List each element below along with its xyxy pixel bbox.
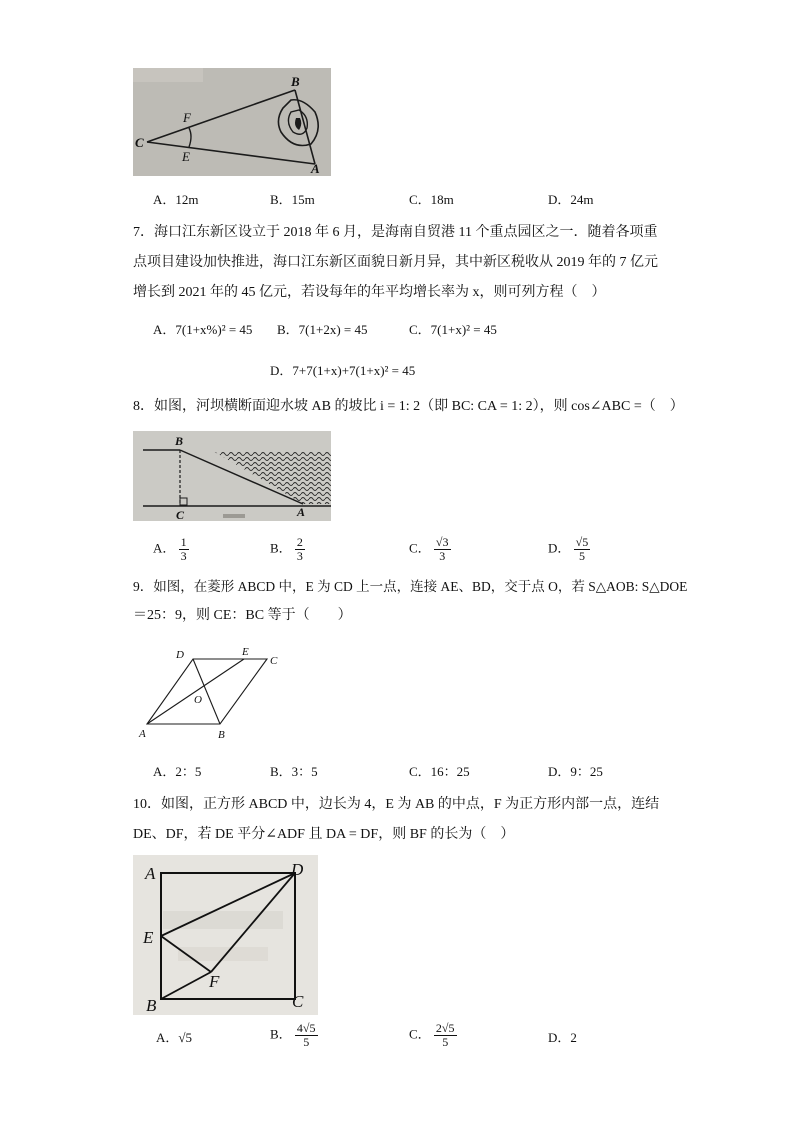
q6-label-e: E bbox=[182, 149, 190, 164]
q9-figure bbox=[136, 645, 286, 745]
q10-option-c-num: 2√5 bbox=[435, 1021, 455, 1035]
q10-option-d-label: D． bbox=[548, 1030, 571, 1045]
q8-figure-photo bbox=[133, 431, 331, 521]
q7-option-b[interactable]: B．7(1+2x) = 45 bbox=[277, 322, 368, 337]
q10-option-d[interactable] bbox=[548, 1028, 577, 1048]
q9-stem-line2: ＝25：9，则 CE：BC 等于（ ） bbox=[133, 608, 352, 623]
q8-option-b-den: 3 bbox=[296, 549, 303, 563]
q10-label-e: E bbox=[143, 928, 154, 947]
q10-option-c-label: C． bbox=[409, 1026, 431, 1042]
q9-stem-line1: 9．如图，在菱形 ABCD 中，E 为 CD 上一点，连接 AE、BD，交于点 O，若 S△AOB: S△DOE bbox=[133, 579, 688, 594]
q6-label-a: A bbox=[311, 161, 320, 176]
q10-option-b-label: B． bbox=[270, 1026, 292, 1042]
q8-stem-line1: 8．如图，河坝横断面迎水坡 AB 的坡比 i = 1: 2（即 BC: CA = 1: 2），则 cos∠ABC =（ ） bbox=[133, 399, 684, 414]
q8-option-a-num: 1 bbox=[180, 535, 187, 549]
q10-option-b-num: 4√5 bbox=[296, 1021, 316, 1035]
q8-option-c-den: 3 bbox=[439, 549, 446, 563]
q9-line-ae bbox=[147, 659, 244, 724]
q9-label-c: C bbox=[270, 655, 278, 667]
q7-option-c[interactable]: C．7(1+x)² = 45 bbox=[409, 322, 497, 337]
q9-diagonal-bd bbox=[193, 659, 220, 724]
q10-stem-line1: 10．如图，正方形 ABCD 中，边长为 4，E 为 AB 的中点，F 为正方形内部一点，连结 bbox=[133, 797, 660, 812]
q10-option-b-den: 5 bbox=[303, 1035, 310, 1049]
q10-stem-line2: DE、DF，若 DE 平分∠ADF 且 DA = DF，则 BF 的长为（ ） bbox=[133, 827, 515, 842]
q10-option-a-label: A． bbox=[156, 1030, 179, 1045]
q8-option-a-label: A． bbox=[153, 540, 176, 556]
q8-option-b-num: 2 bbox=[296, 535, 303, 549]
q9-option-a[interactable]: A．2：5 bbox=[153, 764, 202, 779]
q8-option-d-num: √5 bbox=[575, 535, 589, 549]
q9-option-b[interactable]: B．3：5 bbox=[270, 764, 318, 779]
q10-figure bbox=[133, 855, 318, 1015]
q9-option-d[interactable]: D．9：25 bbox=[548, 764, 603, 779]
q8-option-c-label: C． bbox=[409, 540, 431, 556]
q8-option-d-label: D． bbox=[548, 540, 571, 556]
q6-figure-photo bbox=[133, 68, 331, 176]
q7-option-a[interactable]: A．7(1+x%)² = 45 bbox=[153, 322, 253, 337]
q6-option-a[interactable]: A．12m bbox=[153, 192, 199, 207]
q10-label-d: D bbox=[291, 860, 304, 879]
q10-label-b: B bbox=[146, 996, 157, 1015]
q9-label-e: E bbox=[242, 646, 249, 658]
q10-option-c-fraction bbox=[434, 1022, 457, 1049]
q8-option-a[interactable] bbox=[153, 536, 189, 563]
q9-figure-container bbox=[136, 645, 286, 745]
q7-option-d[interactable]: D．7+7(1+x)+7(1+x)² = 45 bbox=[270, 363, 416, 378]
q9-label-b: B bbox=[218, 729, 225, 741]
q9-label-o: O bbox=[194, 694, 202, 706]
q8-option-a-den: 3 bbox=[180, 549, 187, 563]
q6-option-c[interactable]: C．18m bbox=[409, 192, 454, 207]
q8-label-c: C bbox=[176, 508, 185, 521]
q10-figure-photo bbox=[133, 855, 318, 1015]
q10-option-a[interactable] bbox=[156, 1028, 192, 1048]
q8-figure bbox=[133, 431, 331, 521]
q7-stem-line2: 点项目建设加快推进，海口江东新区面貌日新月异，其中新区税收从 2019 年的 7 亿元 bbox=[133, 255, 658, 270]
q6-label-f: F bbox=[183, 110, 191, 125]
q6-label-b: B bbox=[291, 74, 300, 89]
q9-option-c[interactable]: C．16：25 bbox=[409, 764, 470, 779]
q10-option-d-value: 2 bbox=[570, 1030, 577, 1045]
q10-label-c: C bbox=[292, 992, 304, 1011]
q8-smudge bbox=[223, 514, 245, 518]
q6-option-d[interactable]: D．24m bbox=[548, 192, 594, 207]
q10-option-c[interactable] bbox=[409, 1022, 457, 1049]
q8-option-c-num: √3 bbox=[435, 535, 449, 549]
q8-option-d-fraction bbox=[574, 536, 591, 563]
q10-option-b-fraction bbox=[295, 1022, 318, 1049]
q8-option-c[interactable] bbox=[409, 536, 451, 563]
q8-label-a: A bbox=[297, 505, 306, 519]
q8-option-d-den: 5 bbox=[578, 549, 585, 563]
q8-option-b-fraction bbox=[295, 536, 305, 563]
q10-option-a-value: √5 bbox=[178, 1030, 193, 1045]
q6-option-b[interactable]: B．15m bbox=[270, 192, 315, 207]
q7-stem-line3: 增长到 2021 年的 45 亿元，若设每年的年平均增长率为 x，则可列方程（ ） bbox=[133, 285, 606, 300]
q8-option-c-fraction bbox=[434, 536, 451, 563]
q8-label-b: B bbox=[175, 434, 184, 448]
q10-option-c-den: 5 bbox=[442, 1035, 449, 1049]
q8-option-d[interactable] bbox=[548, 536, 590, 563]
q10-label-f: F bbox=[209, 972, 220, 991]
q8-option-b-label: B． bbox=[270, 540, 292, 556]
q8-option-a-fraction bbox=[179, 536, 189, 563]
q9-label-d: D bbox=[176, 649, 184, 661]
q6-label-c: C bbox=[135, 135, 144, 150]
q10-option-b[interactable] bbox=[270, 1022, 318, 1049]
q8-option-b[interactable] bbox=[270, 536, 305, 563]
q9-label-a: A bbox=[139, 728, 146, 740]
q7-stem-line1: 7．海口江东新区设立于 2018 年 6 月，是海南自贸港 11 个重点园区之一．随着各项重 bbox=[133, 225, 658, 240]
q10-label-a: A bbox=[145, 864, 156, 883]
q6-figure bbox=[133, 68, 331, 176]
